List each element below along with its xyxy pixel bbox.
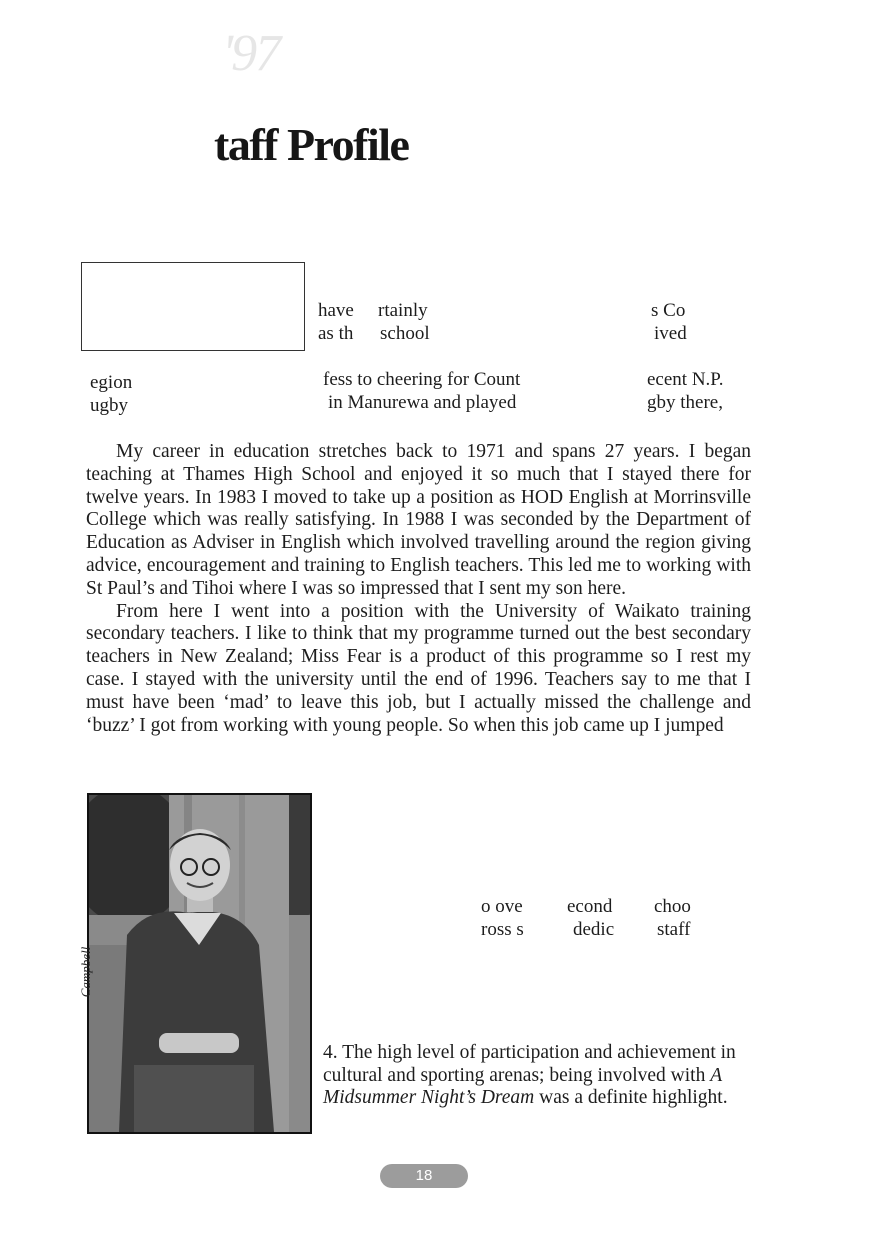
staff-photo	[87, 793, 312, 1134]
text-fragment: in Manurewa and played	[328, 392, 517, 413]
play-title: A Midsummer Night’s Dream	[323, 1064, 722, 1108]
text-fragment: ived	[654, 323, 687, 344]
text-fragment: gby there,	[647, 392, 723, 413]
text-fragment: ecent N.P.	[647, 369, 724, 390]
paragraph: From here I went into a position with the University of Waikato training secondary teachers. I like to think that my programme turned out the best secondary teachers in New Zealand; Miss Fear is a product of this programme so I rest my case. I stayed with the university until the end of 1996. Teachers say to me that I must have been ‘mad’ to leave this job, but I actually missed the challenge and ‘buzz’ I got from working with young people. So when this job came up I jumped	[86, 600, 751, 736]
list-item-4-text: 4. The high level of participation and achievement in cultural and sporting arenas; being involved with	[323, 1042, 736, 1086]
list-item-4-tail: was a definite highlight.	[534, 1087, 728, 1108]
text-fragment: econd	[567, 896, 613, 917]
text-fragment: school	[380, 323, 430, 344]
text-fragment: ross s	[481, 919, 524, 940]
text-fragment: s Co	[651, 300, 686, 321]
year-watermark: '97	[222, 25, 280, 82]
article-body	[86, 441, 751, 737]
list-item-4	[323, 1042, 755, 1110]
text-fragment: dedic	[573, 919, 615, 940]
paragraph: My career in education stretches back to 1971 and spans 27 years. I began teaching at Thames High School and enjoyed it so much that I stayed there for twelve years. In 1983 I moved to take up a position as HOD English at Morrinsville College which was really satisfying. In 1988 I was seconded by the Department of Education as Adviser in English which involved travelling around the region giving advice, encouragement and training to English teachers. This led me to working with St Paul’s and Tihoi where I was so impressed that I sent my son here.	[86, 441, 751, 599]
page-title: taff Profile	[214, 119, 409, 170]
text-fragment: have	[318, 300, 354, 321]
text-fragment: egion	[90, 372, 133, 393]
text-fragment: as th	[318, 323, 354, 344]
text-fragment: rtainly	[378, 300, 428, 321]
text-fragment: ugby	[90, 395, 128, 416]
text-fragment: choo	[654, 896, 691, 917]
text-fragment: o ove	[481, 896, 523, 917]
page-number-badge: 18	[380, 1164, 468, 1188]
photo-credit: Campbell	[78, 946, 93, 998]
text-fragment: fess to cheering for Count	[323, 369, 521, 390]
text-fragment: staff	[657, 919, 691, 940]
empty-caption-box	[81, 262, 305, 351]
